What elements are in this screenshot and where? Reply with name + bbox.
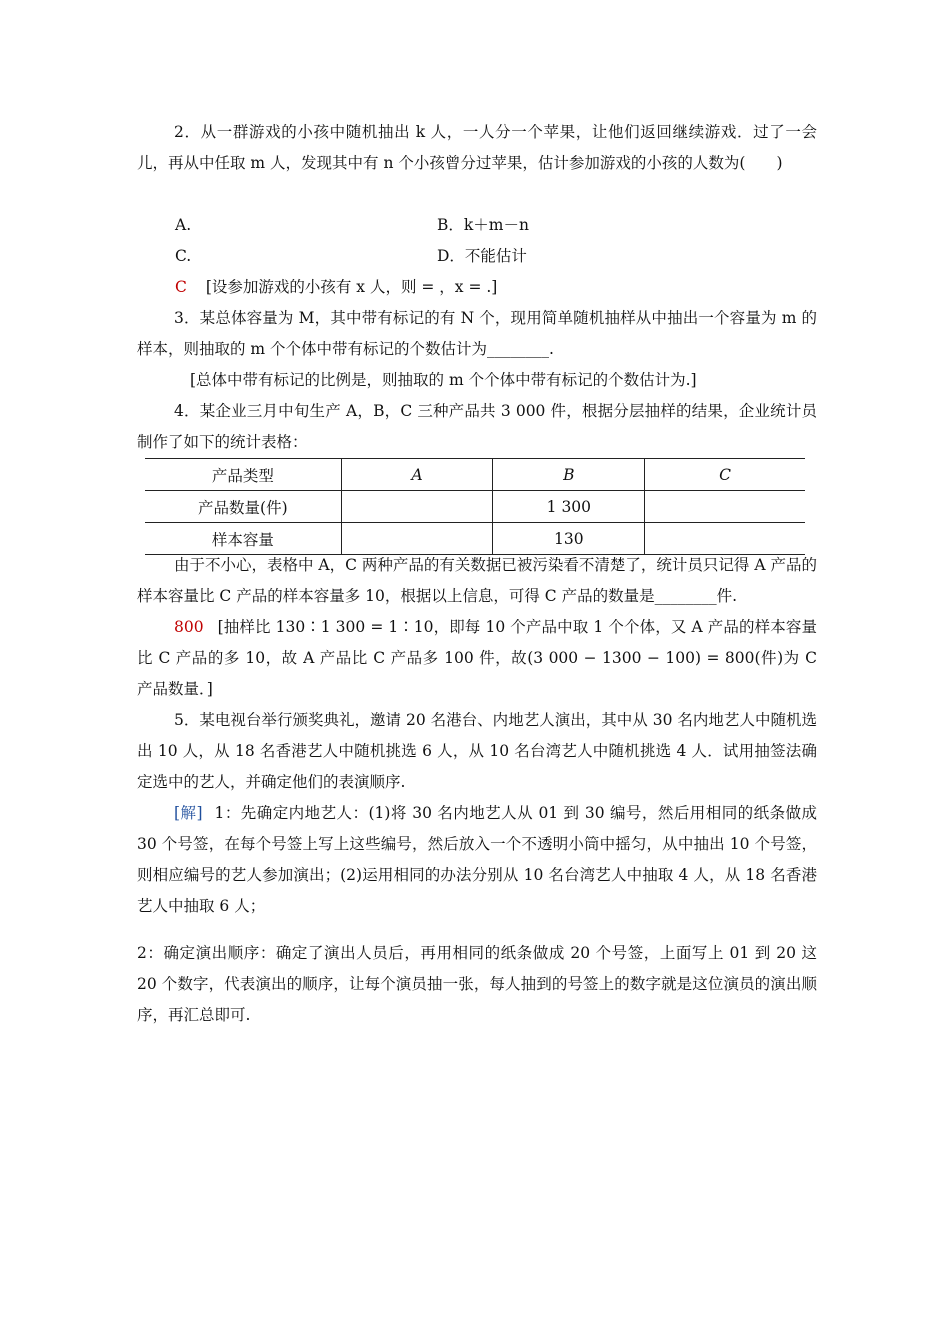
q2-answer: C [175, 278, 187, 296]
question-3-text: 3．某总体容量为 M，其中带有标记的有 N 个，现用简单随机抽样从中抽出一个容量为 m 的样本，则抽取的 m 个个体中带有标记的个数估计为________. [137, 309, 817, 358]
table-cell [645, 491, 805, 523]
q5-solution-step-1 [137, 798, 817, 922]
table-cell: 样本容量 [145, 523, 341, 555]
question-4-text-2: 由于不小心，表格中 A，C 两种产品的有关数据已被污染看不清楚了，统计员只记得 A 产品的样本容量比 C 产品的样本容量多 10，根据以上信息，可得 C 产品的数量是________件. [137, 556, 817, 605]
table-header-cell: A [341, 459, 493, 491]
q2-option-b: B．k＋m－n [437, 216, 529, 234]
q4-answer-block [137, 612, 817, 705]
q2-option-a: A. [175, 216, 192, 234]
table-header-cell: B [493, 459, 645, 491]
product-stats-table [145, 458, 805, 555]
table-cell: 130 [493, 523, 645, 555]
step-1-text: 1：先确定内地艺人：(1)将 30 名内地艺人从 01 到 30 编号，然后用相同的纸条做成 30 个号签，在每个号签上写上这些编号，然后放入一个不透明小筒中摇匀，从中抽出 10 个号签，则相应编号的艺人参加演出；(2)运用相同的办法分别从 10 名台湾艺人中抽取 4 人，从 18 名香港艺人中抽取 6 人； [137, 804, 817, 915]
question-2-text: 2．从一群游戏的小孩中随机抽出 k 人，一人分一个苹果，让他们返回继续游戏．过了一会儿，再从中任取 m 人，发现其中有 n 个小孩曾分过苹果，估计参加游戏的小孩的人数为( ) [137, 123, 817, 172]
table-header-cell: 产品类型 [145, 459, 341, 491]
table-header-cell: C [645, 459, 805, 491]
q5-solution-step-2: 2：确定演出顺序：确定了演出人员后，再用相同的纸条做成 20 个号签，上面写上 01 到 20 这 20 个数字，代表演出的顺序，让每个演员抽一张，每人抽到的号签上的数字就是这位演员的演出顺序，再汇总即可. [137, 944, 817, 1024]
table-row [145, 491, 805, 523]
table-cell: 1 300 [493, 491, 645, 523]
q2-explanation: [设参加游戏的小孩有 x 人，则 = ，x = .] [205, 278, 498, 296]
q2-option-c: C. [175, 247, 192, 265]
table-header-row [145, 459, 805, 491]
q4-answer: 800 [174, 618, 204, 636]
question-5-text: 5．某电视台举行颁奖典礼，邀请 20 名港台、内地艺人演出，其中从 30 名内地艺人中随机选出 10 人，从 18 名香港艺人中随机挑选 6 人，从 10 名台湾艺人中随机挑选 4 人．试用抽签法确定选中的艺人，并确定他们的表演顺序. [137, 711, 817, 791]
solution-label: [解] [174, 804, 203, 822]
q2-answer-line [175, 272, 497, 303]
q4-explanation: [抽样比 130∶1 300 = 1∶10，即每 10 个产品中取 1 个个体，又 A 产品的样本容量比 C 产品的多 10，故 A 产品比 C 产品多 100 件，故(3 000 − 1300 − 100) = 800(件)为 C 产品数量．] [137, 618, 817, 698]
q3-explanation: [总体中带有标记的比例是，则抽取的 m 个个体中带有标记的个数估计为.] [190, 371, 697, 389]
table-cell: 产品数量(件) [145, 491, 341, 523]
question-4-text: 4．某企业三月中旬生产 A，B，C 三种产品共 3 000 件，根据分层抽样的结果，企业统计员制作了如下的统计表格： [137, 402, 817, 451]
table-cell [341, 491, 493, 523]
q2-option-d: D．不能估计 [437, 247, 527, 265]
